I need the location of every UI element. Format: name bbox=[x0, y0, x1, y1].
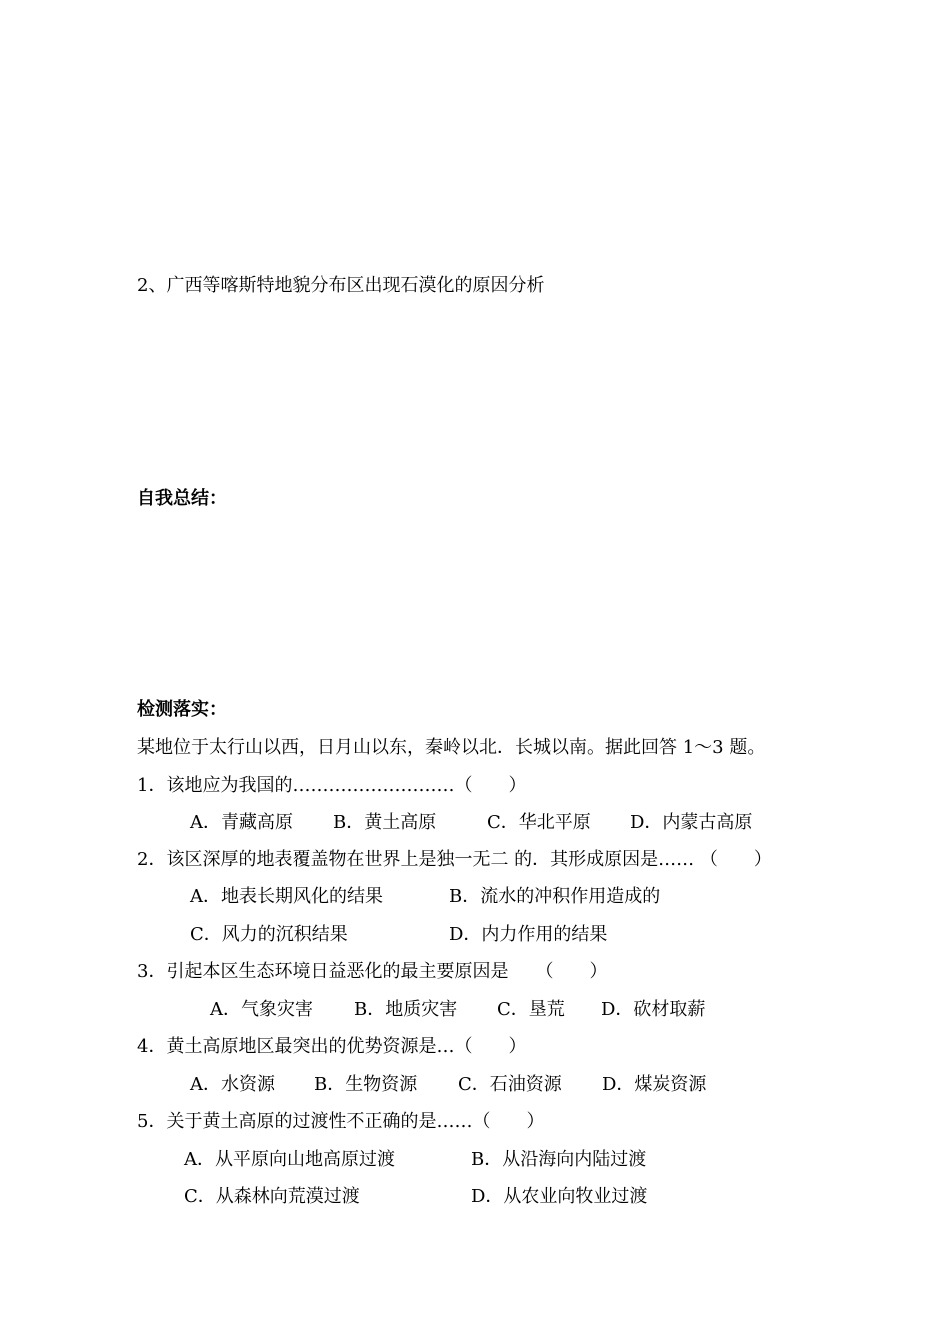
q2-stem: 2．该区深厚的地表覆盖物在世界上是独一无二 的．其形成原因是…… （ ） bbox=[137, 849, 772, 870]
self-summary-heading: 自我总结： bbox=[137, 488, 227, 509]
q2-option-c: C．风力的沉积结果 bbox=[190, 924, 348, 945]
q4-option-a: A．水资源 bbox=[190, 1074, 275, 1095]
q3-option-c: C．垦荒 bbox=[497, 999, 565, 1020]
q3-option-a: A．气象灾害 bbox=[210, 999, 313, 1020]
question-2-analysis: 2、广西等喀斯特地貌分布区出现石漠化的原因分析 bbox=[137, 275, 545, 296]
q4-option-d: D．煤炭资源 bbox=[602, 1074, 707, 1095]
q3-stem: 3．引起本区生态环境日益恶化的最主要原因是 （ ） bbox=[137, 961, 608, 982]
q5-stem: 5．关于黄土高原的过渡性不正确的是……（ ） bbox=[137, 1111, 545, 1132]
q3-option-d: D．砍材取薪 bbox=[601, 999, 706, 1020]
q4-stem: 4．黄土高原地区最突出的优势资源是…（ ） bbox=[137, 1036, 527, 1057]
q5-option-b: B．从沿海向内陆过渡 bbox=[471, 1149, 647, 1170]
q1-option-d: D．内蒙古高原 bbox=[630, 812, 753, 833]
q1-stem: 1．该地应为我国的………………………（ ） bbox=[137, 775, 527, 796]
q5-option-a: A．从平原向山地高原过渡 bbox=[184, 1149, 395, 1170]
q2-option-b: B．流水的冲积作用造成的 bbox=[449, 886, 661, 907]
q2-option-d: D．内力作用的结果 bbox=[449, 924, 608, 945]
q2-option-a: A．地表长期风化的结果 bbox=[190, 886, 383, 907]
q4-option-c: C．石油资源 bbox=[458, 1074, 562, 1095]
test-heading: 检测落实： bbox=[137, 699, 227, 720]
q5-option-d: D．从农业向牧业过渡 bbox=[471, 1186, 648, 1207]
q4-option-b: B．生物资源 bbox=[314, 1074, 418, 1095]
q1-option-c: C．华北平原 bbox=[487, 812, 591, 833]
q5-option-c: C．从森林向荒漠过渡 bbox=[184, 1186, 360, 1207]
intro-text: 某地位于太行山以西，日月山以东，秦岭以北．长城以南。据此回答 1～3 题。 bbox=[137, 737, 766, 758]
q3-option-b: B．地质灾害 bbox=[354, 999, 458, 1020]
q1-option-a: A．青藏高原 bbox=[190, 812, 293, 833]
q1-option-b: B．黄土高原 bbox=[333, 812, 437, 833]
